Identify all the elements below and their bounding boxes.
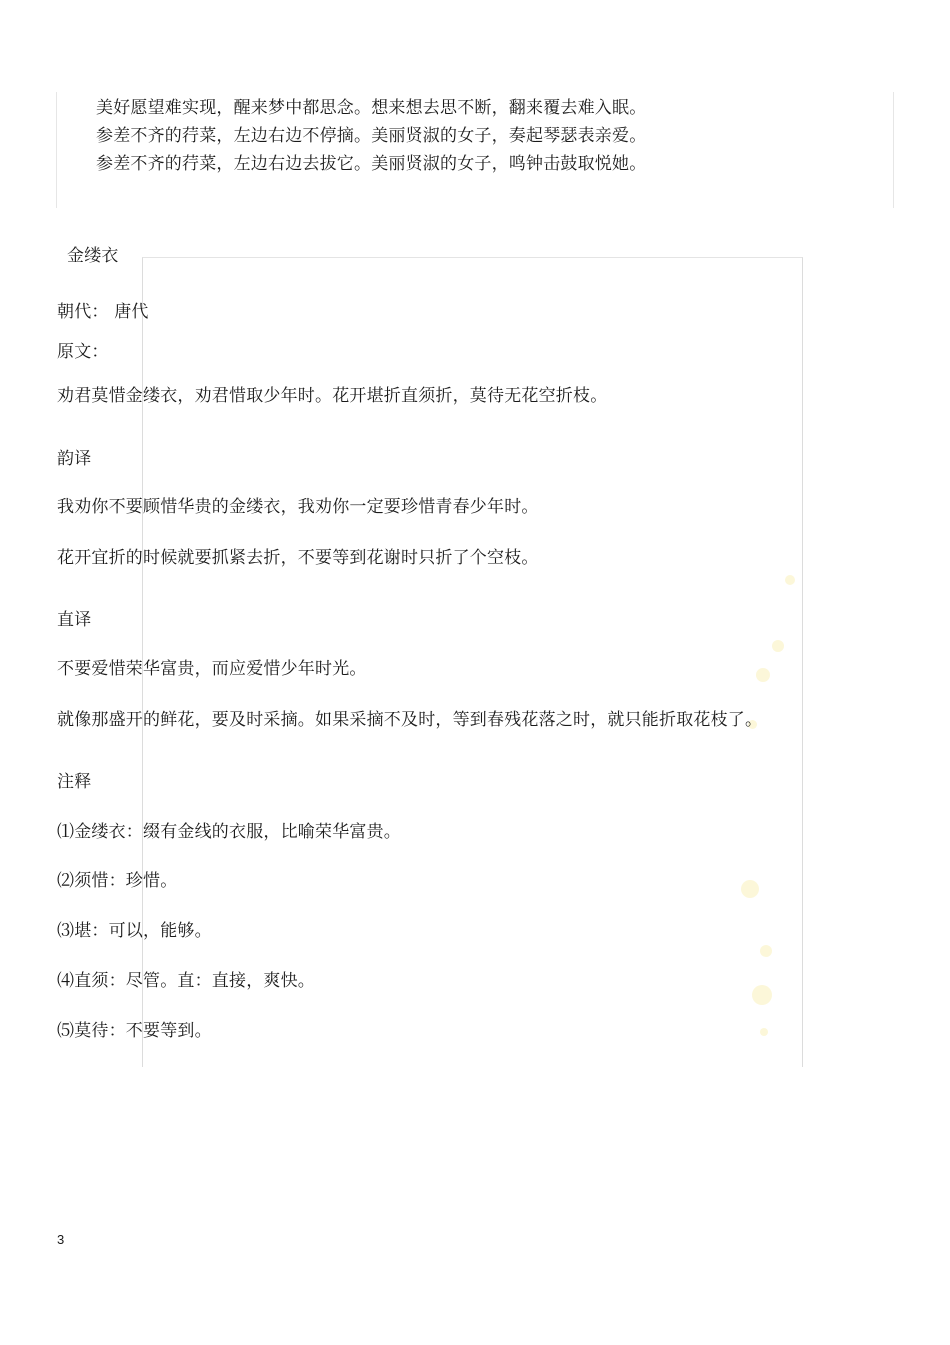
background-speck [760,945,772,957]
original-label: 原文： [57,342,109,362]
note-item: ⑷直须：尽管。直：直接，爽快。 [57,971,315,991]
prev-poem-line: 参差不齐的荇菜，左边右边不停摘。美丽贤淑的女子，奏起琴瑟表亲爱。 [96,126,647,146]
rhymed-heading: 韵译 [57,449,92,469]
background-speck [760,1028,768,1036]
background-speck [752,985,772,1005]
note-item: ⑶堪：可以，能够。 [57,921,212,941]
background-speck [741,880,759,898]
prev-poem-line: 美好愿望难实现，醒来梦中都思念。想来想去思不断，翻来覆去难入眠。 [96,98,647,118]
notes-heading: 注释 [57,772,92,792]
poem-title: 金缕衣 [67,246,119,266]
literal-line: 就像那盛开的鲜花，要及时采摘。如果采摘不及时，等到春残花落之时，就只能折取花枝了。 [57,710,763,730]
background-speck [756,668,770,682]
prev-poem-line: 参差不齐的荇菜，左边右边去拔它。美丽贤淑的女子，鸣钟击鼓取悦她。 [96,154,647,174]
background-speck [785,575,795,585]
rhymed-line: 我劝你不要顾惜华贵的金缕衣，我劝你一定要珍惜青春少年时。 [57,497,539,517]
page-number: 3 [57,1232,65,1247]
rhymed-line: 花开宜折的时候就要抓紧去折，不要等到花谢时只折了个空枝。 [57,548,539,568]
background-speck [772,640,784,652]
literal-line: 不要爱惜荣华富贵，而应爱惜少年时光。 [57,659,367,679]
original-text: 劝君莫惜金缕衣，劝君惜取少年时。花开堪折直须折，莫待无花空折枝。 [57,386,608,406]
note-item: ⑸莫待：不要等到。 [57,1021,212,1041]
literal-heading: 直译 [57,610,92,630]
dynasty-line: 朝代： 唐代 [57,302,149,322]
note-item: ⑵须惜：珍惜。 [57,871,178,891]
note-item: ⑴金缕衣：缀有金线的衣服，比喻荣华富贵。 [57,822,401,842]
